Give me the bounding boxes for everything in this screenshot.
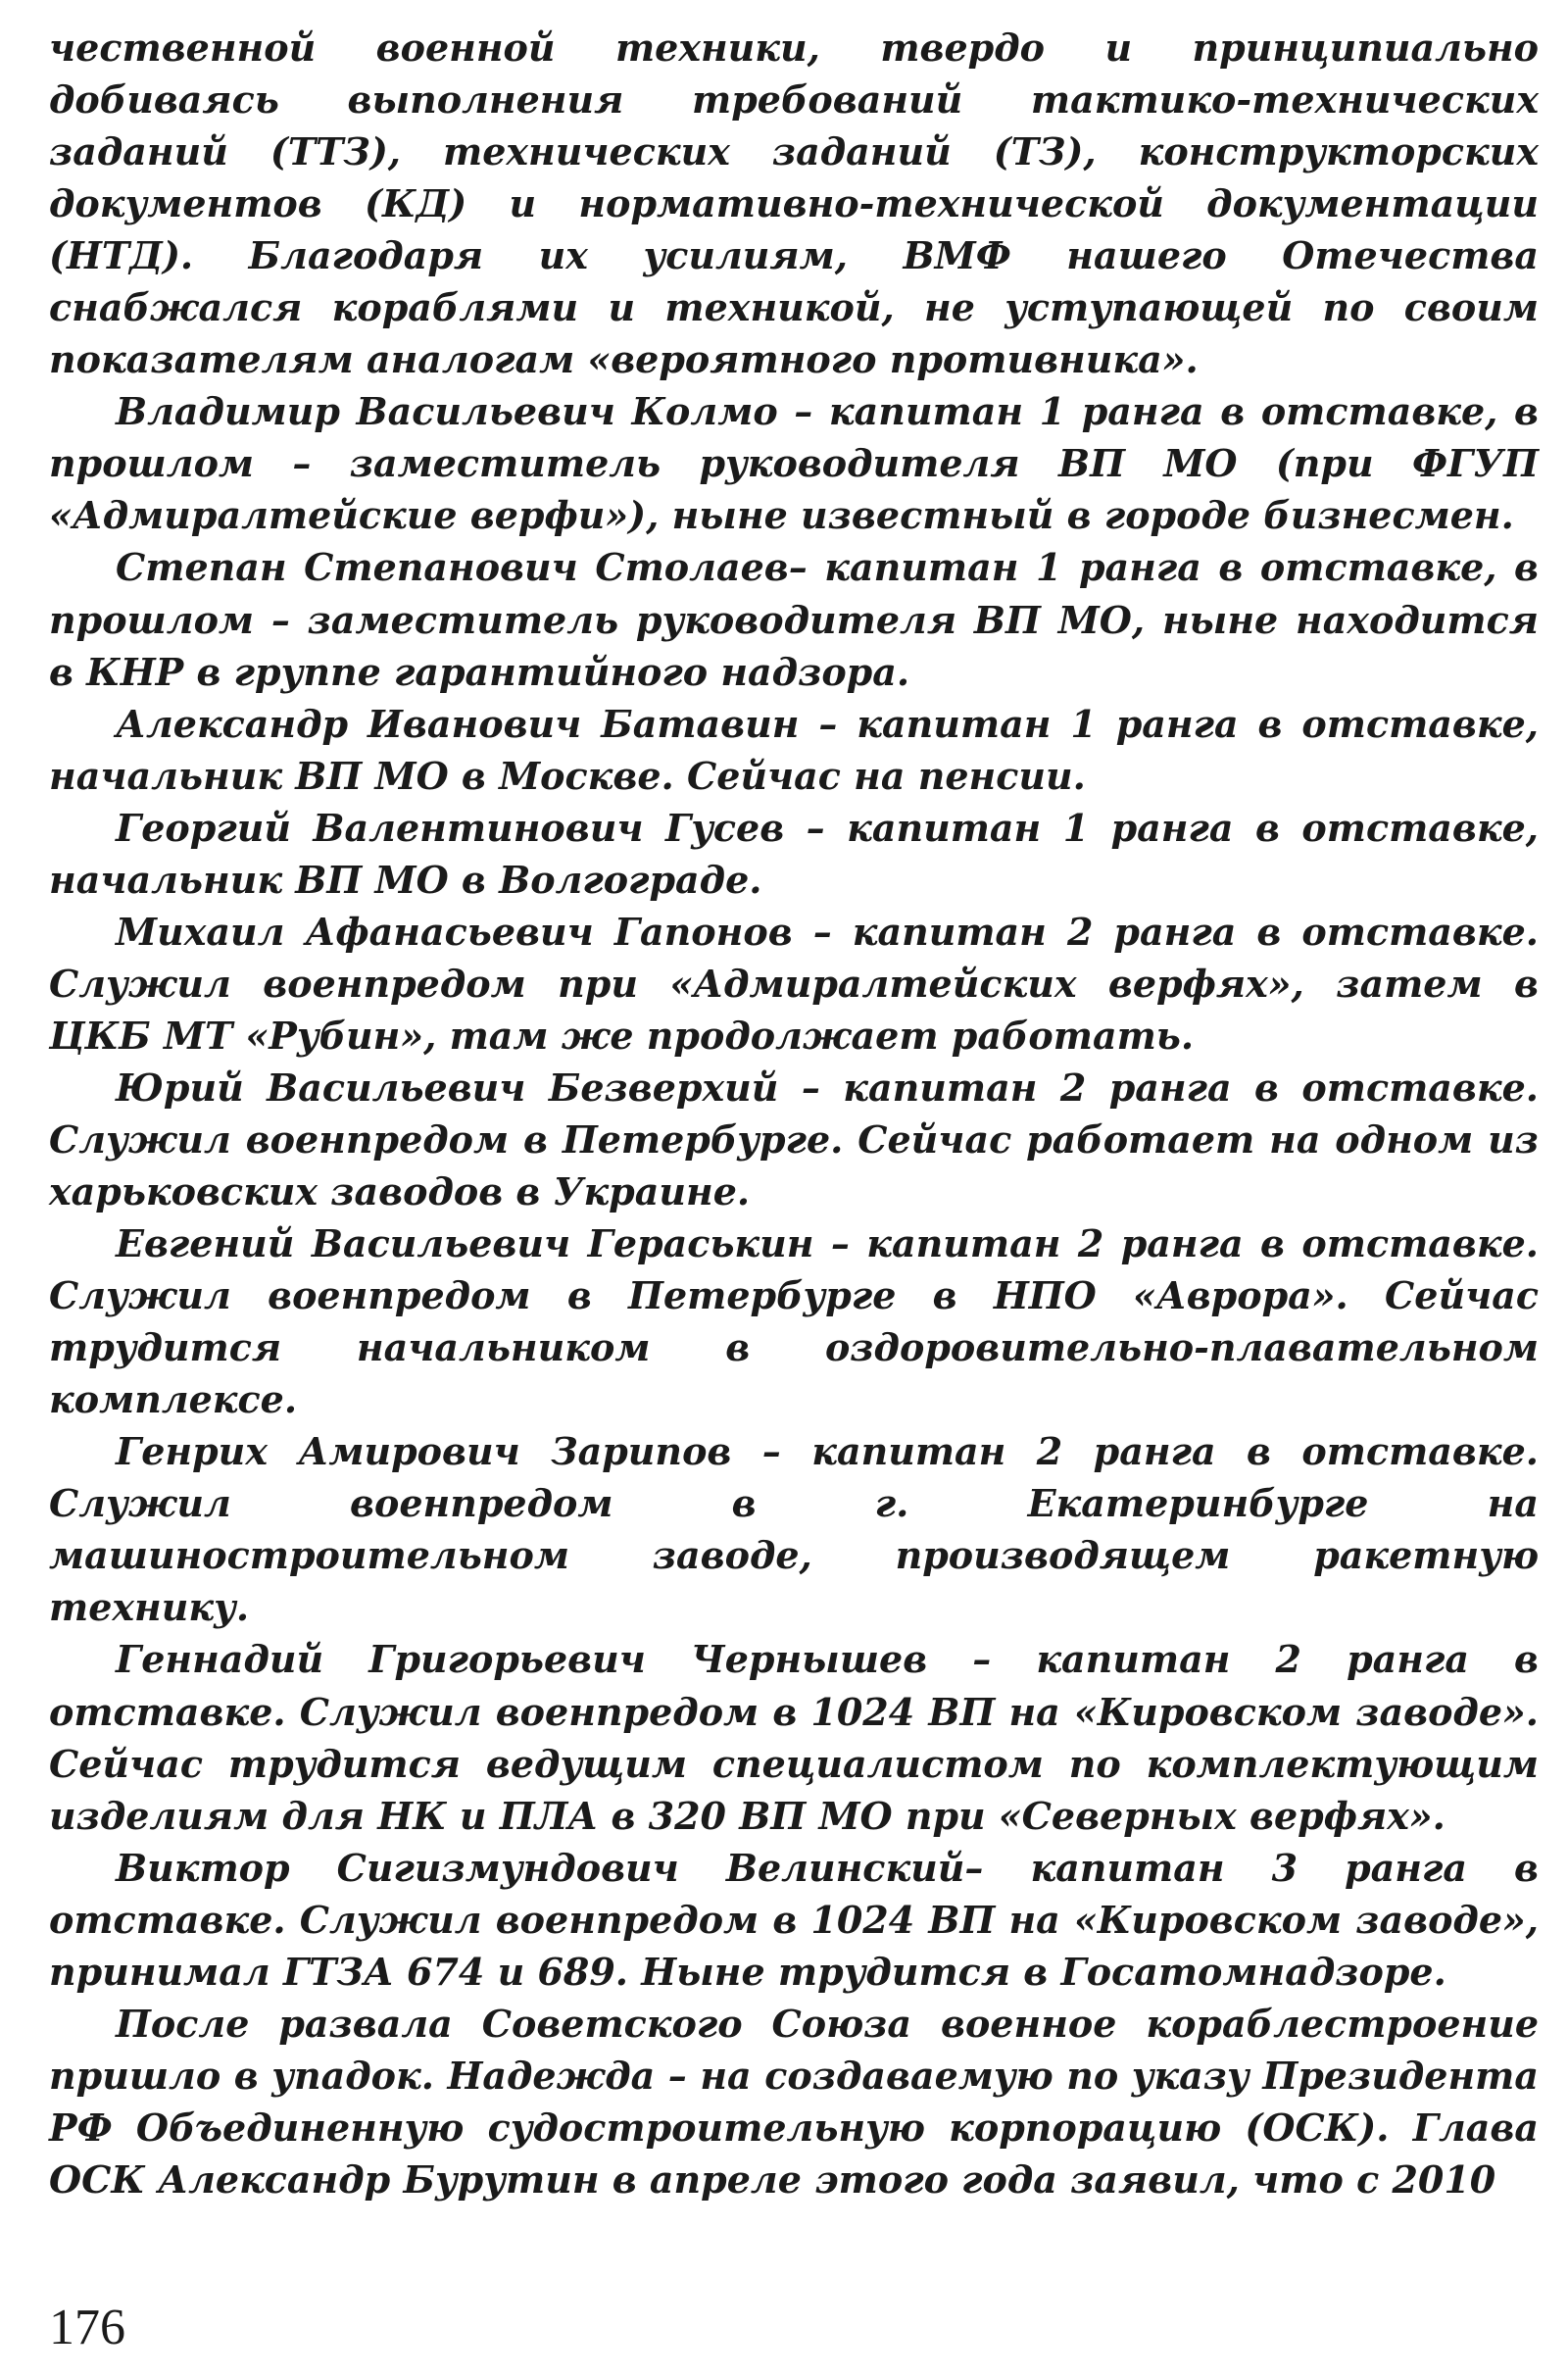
paragraph-zaripov: Генрих Амирович Зарипов – капитан 2 ранга в отставке. Служил военпредом в г. Екатеринбурге на машиностроительном заводе, производящем ракетную технику. <box>49 1429 1539 1630</box>
paragraph-gaponov: Михаил Афанасьевич Гапонов – капитан 2 ранга в отставке. Служил военпредом при «Адмиралтейских верфях», затем в ЦКБ МТ «Рубин», там же продолжает работать. <box>49 909 1539 1058</box>
paragraph-bezverkhiy: Юрий Васильевич Безверхий – капитан 2 ранга в отставке. Служил военпредом в Петербурге. Сейчас работает на одном из харьковских заводов в Украине. <box>49 1065 1539 1214</box>
paragraph-kolmo: Владимир Васильевич Колмо – капитан 1 ранга в отставке, в прошлом – заместитель руководителя ВП МО (при ФГУП «Адмиралтейские верфи»), ныне известный в городе бизнесмен. <box>49 389 1539 538</box>
paragraph-stolaev: Степан Степанович Столаев– капитан 1 ранга в отставке, в прошлом – заместитель руководителя ВП МО, ныне находится в КНР в группе гарантийного надзора. <box>49 545 1539 694</box>
paragraph-geraskin: Евгений Васильевич Гераськин – капитан 2 ранга в отставке. Служил военпредом в Петербурге в НПО «Аврора». Сейчас трудится начальником в оздоровительно-плавательном комплексе. <box>49 1221 1539 1422</box>
paragraph-gusev: Георгий Валентинович Гусев – капитан 1 ранга в отставке, начальник ВП МО в Волгограде. <box>49 805 1539 902</box>
paragraph-continuation: чественной военной техники, твердо и принципиально добиваясь выполнения требований тактико-технических заданий (ТТЗ), технических заданий (ТЗ), конструкторских документов (КД) и нормативно-технической документации (НТД). Благодаря их усилиям, ВМФ нашего Отечества снабжался кораблями и техникой, не уступающей по своим показателям аналогам «вероятного противника». <box>49 25 1539 382</box>
paragraph-velinskiy: Виктор Сигизмундович Велинский– капитан 3 ранга в отставке. Служил военпредом в 1024 ВП на «Кировском заводе», принимал ГТЗА 674 и 689. Ныне трудится в Госатомнадзоре. <box>49 1845 1539 1994</box>
paragraph-batavin: Александр Иванович Батавин – капитан 1 ранга в отставке, начальник ВП МО в Москве. Сейчас на пенсии. <box>49 701 1539 798</box>
paragraph-osk: После развала Советского Союза военное кораблестроение пришло в упадок. Надежда – на создаваемую по указу Президента РФ Объединенную судостроительную корпорацию (ОСК). Глава ОСК Александр Бурутин в апреле этого года заявил, что с 2010 <box>49 2001 1539 2202</box>
page-number: 176 <box>49 2300 125 2355</box>
page-body <box>49 22 1539 2205</box>
paragraph-chernyshev: Геннадий Григорьевич Чернышев – капитан 2 ранга в отставке. Служил военпредом в 1024 ВП на «Кировском заводе». Сейчас трудится ведущим специалистом по комплектующим изделиям для НК и ПЛА в 320 ВП МО при «Северных верфях». <box>49 1637 1539 1838</box>
